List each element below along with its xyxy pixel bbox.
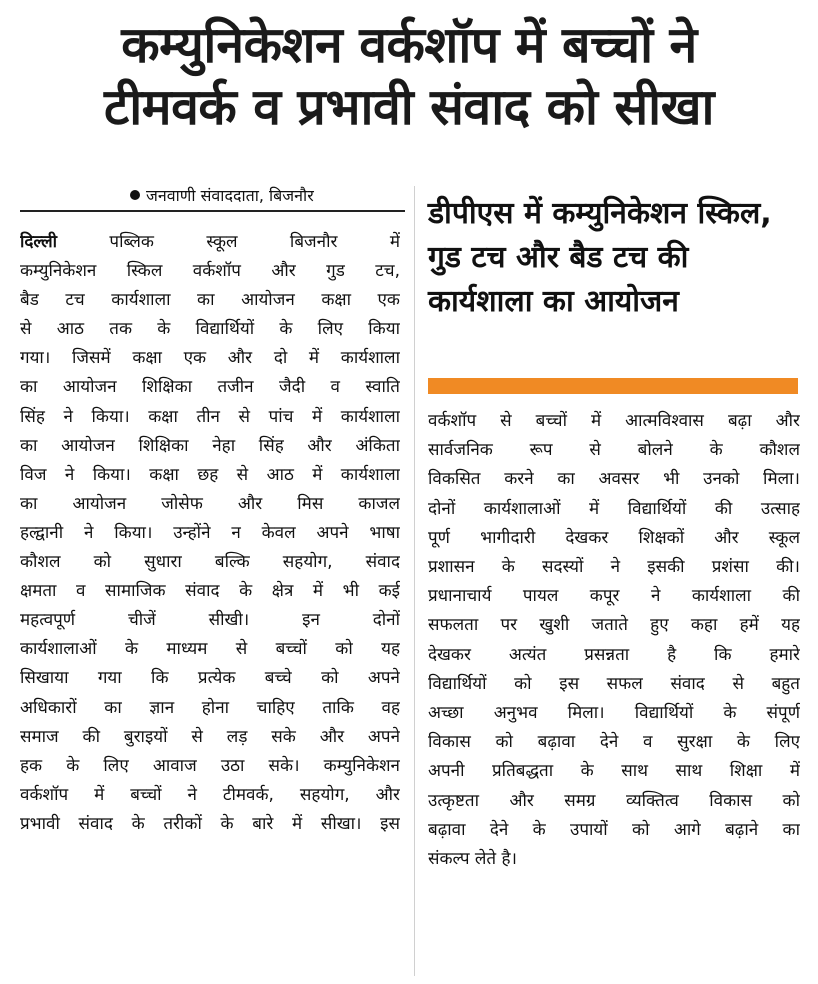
body-line: विज ने किया। कक्षा छह से आठ में कार्यशाला <box>20 464 400 485</box>
body-line: से आठ तक के विद्यार्थियों के लिए किया <box>20 319 400 340</box>
body-line: हल्द्वानी ने किया। उन्होंने न केवल अपने भाषा <box>20 522 400 543</box>
body-line: दोनों कार्यशालाओं में विद्यार्थियों की उत्साह <box>428 498 800 519</box>
right-column <box>428 407 800 874</box>
body-line: का आयोजन जोसेफ और मिस काजल <box>20 493 400 514</box>
left-column <box>20 228 400 839</box>
body-line: अधिकारों का ज्ञान होना चाहिए ताकि वह <box>20 697 400 718</box>
body-line: देखकर अत्यंत प्रसन्नता है कि हमारे <box>428 644 800 665</box>
byline-text: जनवाणी संवाददाता, बिजनौर <box>146 186 314 205</box>
body-line: सफलता पर खुशी जताते हुए कहा हमें यह <box>428 615 800 636</box>
body-line: वर्कशॉप में बच्चों ने टीमवर्क, सहयोग, और <box>20 784 400 805</box>
body-line: पूर्ण भागीदारी देखकर शिक्षकों और स्कूल <box>428 527 800 548</box>
body-line: दिल्ली पब्लिक स्कूल बिजनौर में <box>20 232 400 252</box>
body-line: कौशल को सुधारा बल्कि सहयोग, संवाद <box>20 552 400 573</box>
body-line: बढ़ावा देने के उपायों को आगे बढ़ाने का <box>428 819 800 840</box>
body-line: का आयोजन शिक्षिका तजीन जैदी व स्वाति <box>20 377 400 398</box>
body-line: उत्कृष्टता और समग्र व्यक्तित्व विकास को <box>428 790 800 811</box>
accent-bar <box>428 378 798 394</box>
body-line: संकल्प लेते है। <box>428 849 517 870</box>
body-line: अच्छा अनुभव मिला। विद्यार्थियों के संपूर्ण <box>428 703 800 724</box>
lead-word: दिल्ली <box>20 232 58 252</box>
headline-line-1: कम्युनिकेशन वर्कशॉप में बच्चों ने <box>121 16 697 74</box>
body-line: विकसित करने का अवसर भी उनको मिला। <box>428 469 800 490</box>
body-line: अपनी प्रतिबद्धता के साथ साथ शिक्षा में <box>428 761 800 782</box>
body-line: बैड टच कार्यशाला का आयोजन कक्षा एक <box>20 290 400 311</box>
byline-rule <box>20 210 405 212</box>
headline <box>10 14 808 138</box>
body-line: हक के लिए आवाज उठा सके। कम्युनिकेशन <box>20 755 400 776</box>
subheadline: डीपीएस में कम्युनिकेशन स्किल, गुड टच और बैड टच की कार्यशाला का आयोजन <box>428 196 772 319</box>
body-line: विद्यार्थियों को इस सफल संवाद से बहुत <box>428 673 800 694</box>
body-line: विकास को बढ़ावा देने व सुरक्षा के लिए <box>428 732 800 753</box>
body-line: वर्कशॉप से बच्चों में आत्मविश्वास बढ़ा और <box>428 411 800 431</box>
body-line: का आयोजन शिक्षिका नेहा सिंह और अंकिता <box>20 435 400 456</box>
body-line: प्रभावी संवाद के तरीकों के बारे में सीखा। इस <box>20 813 400 834</box>
body-line: सार्वजनिक रूप से बोलने के कौशल <box>428 440 800 461</box>
byline <box>130 186 392 206</box>
body-line: समाज की बुराइयों से लड़ सके और अपने <box>20 726 400 747</box>
body-line: सिखाया गया कि प्रत्येक बच्चे को अपने <box>20 668 400 689</box>
bullet-icon <box>130 190 140 200</box>
body-line: क्षमता व सामाजिक संवाद के क्षेत्र में भी कई <box>20 581 400 602</box>
body-line: प्रधानाचार्य पायल कपूर ने कार्यशाला की <box>428 586 800 607</box>
body-line: प्रशासन के सदस्यों ने इसकी प्रशंसा की। <box>428 557 800 578</box>
body-line: कार्यशालाओं के माध्यम से बच्चों को यह <box>20 639 400 660</box>
body-line: कम्युनिकेशन स्किल वर्कशॉप और गुड टच, <box>20 261 400 282</box>
body-line: सिंह ने किया। कक्षा तीन से पांच में कार्यशाला <box>20 406 400 427</box>
body-line: महत्वपूर्ण चीजें सीखी। इन दोनों <box>20 610 400 631</box>
column-divider <box>414 186 415 976</box>
headline-line-2: टीमवर्क व प्रभावी संवाद को सीखा <box>104 78 714 136</box>
body-line: गया। जिसमें कक्षा एक और दो में कार्यशाला <box>20 348 400 369</box>
